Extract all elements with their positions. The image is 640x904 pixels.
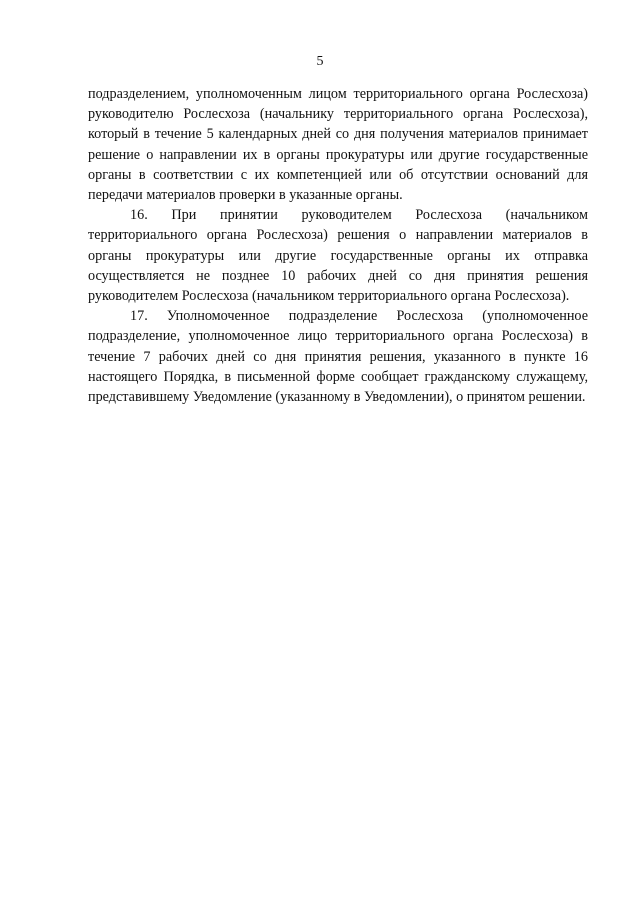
- document-body: [88, 84, 588, 407]
- paragraph-16: 16. При принятии руководителем Рослесхоза (начальником территориального органа Рослесхоза) решения о направлении материалов в органы прокуратуры или другие государственные органы их отправка осуществляется не позднее 10 рабочих дней со дня принятия решения руководителем Рослесхоза (начальником территориального органа Рослесхоза).: [88, 207, 588, 305]
- paragraph-17: 17. Уполномоченное подразделение Рослесхоза (уполномоченное подразделение, уполномоченное лицо территориального органа Рослесхоза) в течение 7 рабочих дней со дня принятия решения, указанного в пункте 16 настоящего Порядка, в письменной форме сообщает гражданскому служащему, представившему Уведомление (указанному в Уведомлении), о принятом решении.: [88, 308, 588, 406]
- paragraph-continuation: подразделением, уполномоченным лицом территориального органа Рослесхоза) руководителю Рослесхоза (начальнику территориального органа Рослесхоза), который в течение 5 календарных дней со дня получения материалов принимает решение о направлении их в органы прокуратуры или другие государственные органы в соответствии с их компетенцией или об отсутствии оснований для передачи материалов проверки в указанные органы.: [88, 86, 588, 204]
- page-number: 5: [316, 54, 324, 69]
